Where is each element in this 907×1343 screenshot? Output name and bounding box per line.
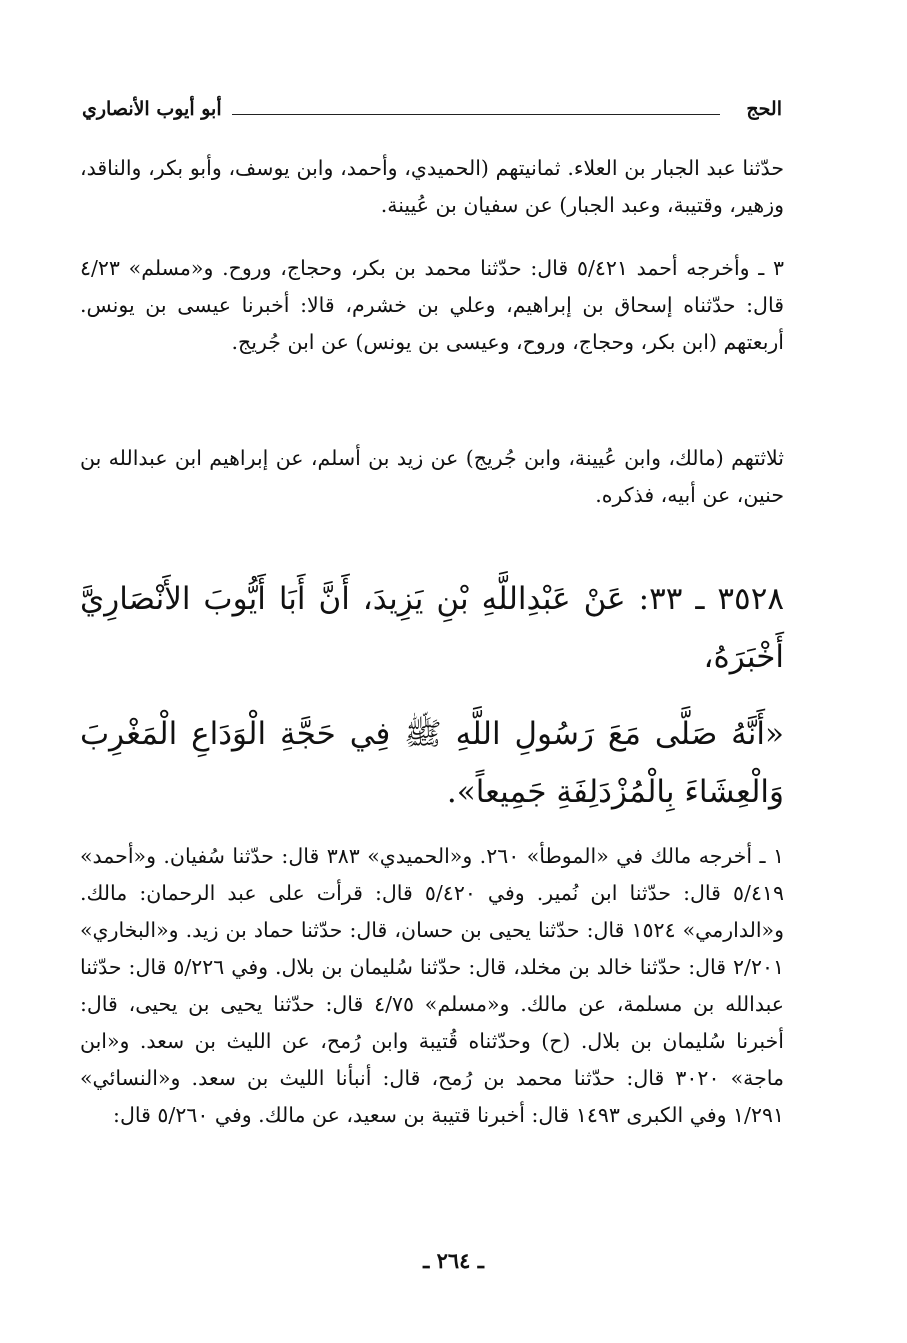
paragraph-text: حدّثنا عبد الجبار بن العلاء. ثمانيتهم (الحميدي، وأحمد، وابن يوسف، وأبو بكر، والناقد، وزهير، وقتيبة، وعبد الجبار) عن سفيان بن عُيينة. xyxy=(80,156,784,217)
hadith-chain-text: ٣٥٢٨ ـ ٣٣: عَنْ عَبْدِاللَّهِ بْنِ يَزِيدَ، أَنَّ أَبَا أَيُّوبَ الأَنْصَارِيَّ أَخْبَرَهُ، xyxy=(80,581,784,675)
subject-title: أبو أيوب الأنصاري xyxy=(82,98,222,120)
hadith-body-text: «أَنَّهُ صَلَّى مَعَ رَسُولِ اللَّهِ ﷺ فِي حَجَّةِ الْوَدَاعِ الْمَغْرِبَ وَالْعِشَاءَ بِالْمُزْدَلِفَةِ جَمِيعاً». xyxy=(80,716,784,810)
hadith-matn xyxy=(80,705,784,821)
hadith-isnad xyxy=(80,570,784,686)
paragraph-summary xyxy=(80,440,784,514)
paragraph-narrators xyxy=(80,150,784,224)
paragraph-text: ٣ ـ وأخرجه أحمد ٥/٤٢١ قال: حدّثنا محمد بن بكر، وحجاج، وروح. و«مسلم» ٤/٢٣ قال: حدّثناه إسحاق بن إبراهيم، وعلي بن خشرم، قالا: أخبرنا عيسى بن يونس. أربعتهم (ابن بكر، وحجاج، وروح، وعيسى بن يونس) عن ابن جُريج. xyxy=(80,256,784,354)
page-number: ـ ٢٦٤ ـ xyxy=(423,1248,484,1273)
running-header xyxy=(82,94,782,134)
paragraph-text: ١ ـ أخرجه مالك في «الموطأ» ٢٦٠. و«الحميدي» ٣٨٣ قال: حدّثنا سُفيان. و«أحمد» ٥/٤١٩ قال: حدّثنا ابن نُمير. وفي ٥/٤٢٠ قال: قرأت على عبد الرحمان: مالك. و«الدارمي» ١٥٢٤ قال: حدّثنا يحيى بن حسان، قال: حدّثنا حماد بن زيد. و«البخاري» ٢/٢٠١ قال: حدّثنا خالد بن مخلد، قال: حدّثنا سُليمان بن بلال. وفي ٥/٢٢٦ قال: حدّثنا عبدالله بن مسلمة، عن مالك. و«مسلم» ٤/٧٥ قال: حدّثنا يحيى بن يحيى، قال: أخبرنا سُليمان بن بلال. (ح) وحدّثناه قُتيبة وابن رُمح، عن الليث بن سعد. و«ابن ماجة» ٣٠٢٠ قال: حدّثنا محمد بن رُمح، قال: أنبأنا الليث بن سعد. و«النسائي» ١/٢٩١ وفي الكبرى ١٤٩٣ قال: أخبرنا قتيبة بن سعيد، عن مالك. وفي ٥/٢٦٠ قال: xyxy=(80,844,785,1127)
paragraph-takhrij-3 xyxy=(80,250,784,361)
chapter-title: الحج xyxy=(746,98,782,120)
paragraph-takhrij-1 xyxy=(80,838,784,1134)
paragraph-text: ثلاثتهم (مالك، وابن عُيينة، وابن جُريج) عن زيد بن أسلم، عن إبراهيم ابن عبدالله بن حنين، عن أبيه، فذكره. xyxy=(80,446,784,507)
header-rule xyxy=(232,114,720,115)
